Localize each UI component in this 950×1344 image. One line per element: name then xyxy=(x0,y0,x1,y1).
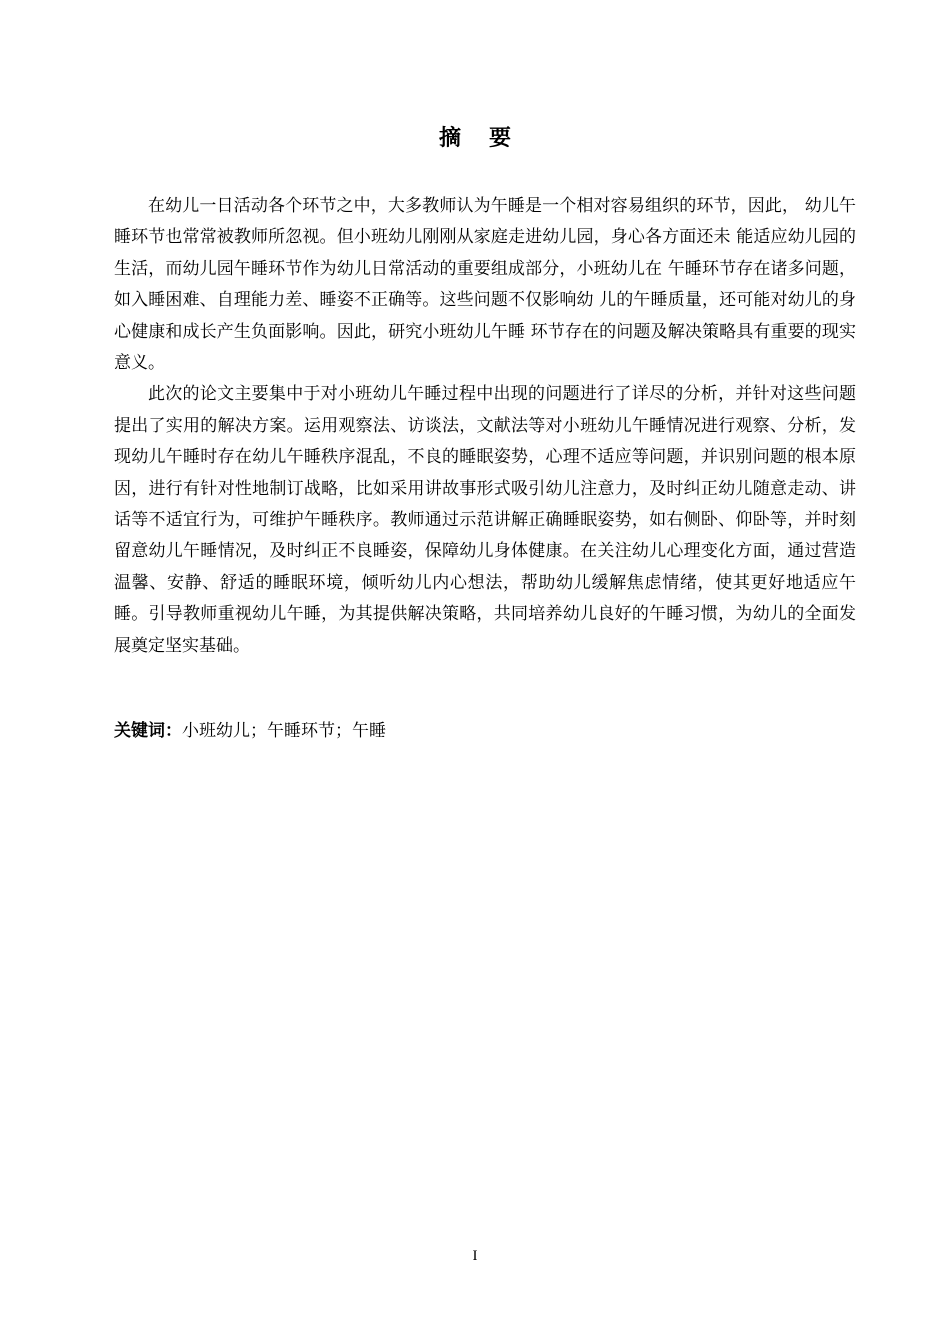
abstract-paragraph-1: 在幼儿一日活动各个环节之中，大多教师认为午睡是一个相对容易组织的环节，因此， 幼儿午睡环节也常常被教师所忽视。但小班幼儿刚刚从家庭走进幼儿园，身心各方面还未 能适应幼儿园的生活，而幼儿园午睡环节作为幼儿日常活动的重要组成部分，小班幼儿在 午睡环节存在诸多问题，如入睡困难、自理能力差、睡姿不正确等。这些问题不仅影响幼 儿的午睡质量，还可能对幼儿的身心健康和成长产生负面影响。因此，研究小班幼儿午睡 环节存在的问题及解决策略具有重要的现实意义。 xyxy=(114,196,856,374)
keywords-line xyxy=(114,716,856,747)
keywords-value: 小班幼儿；午睡环节；午睡 xyxy=(182,721,386,741)
abstract-paragraph-2: 此次的论文主要集中于对小班幼儿午睡过程中出现的问题进行了详尽的分析，并针对这些问题提出了实用的解决方案。运用观察法、访谈法，文献法等对小班幼儿午睡情况进行观察、分析，发现幼儿午睡时存在幼儿午睡秩序混乱，不良的睡眠姿势，心理不适应等问题，并识别问题的根本原因，进行有针对性地制订战略，比如采用讲故事形式吸引幼儿注意力，及时纠正幼儿随意走动、讲话等不适宜行为，可维护午睡秩序。教师通过示范讲解正确睡眠姿势，如右侧卧、仰卧等，并时刻留意幼儿午睡情况，及时纠正不良睡姿，保障幼儿身体健康。在关注幼儿心理变化方面，通过营造温馨、安静、舒适的睡眠环境，倾听幼儿内心想法，帮助幼儿缓解焦虑情绪，使其更好地适应午睡。引导教师重视幼儿午睡，为其提供解决策略，共同培养幼儿良好的午睡习惯，为幼儿的全面发展奠定坚实基础。 xyxy=(114,384,856,656)
keywords-label: 关键词： xyxy=(114,721,182,741)
page-number: I xyxy=(472,1248,478,1264)
abstract-title: 摘要 xyxy=(438,126,539,151)
abstract-body xyxy=(114,191,856,662)
